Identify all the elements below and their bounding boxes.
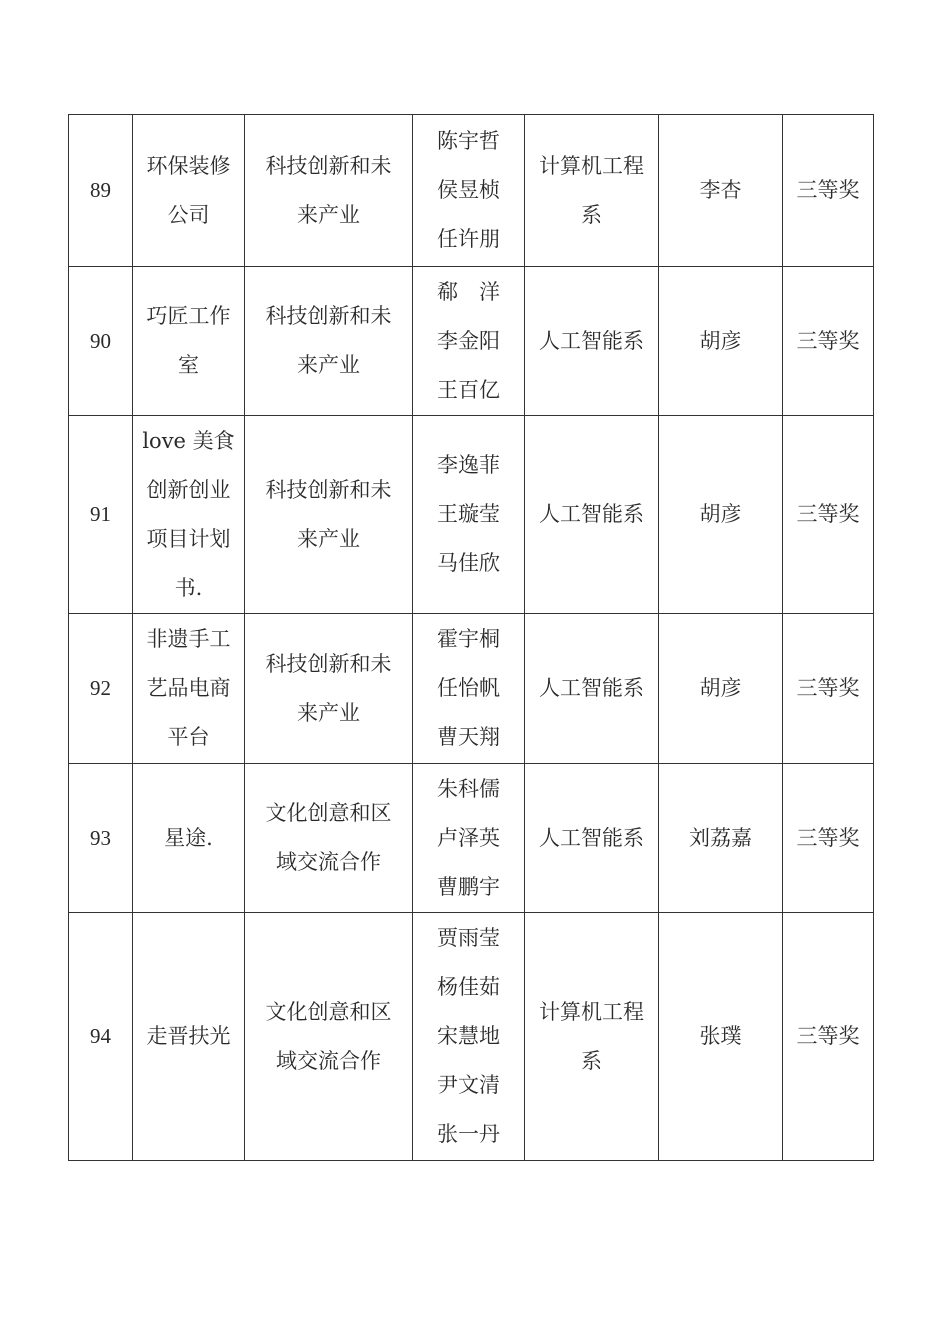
category: 文化创意和区 域交流合作 [245, 764, 413, 913]
team-members: 霍宇桐 任怡帆 曹天翔 [413, 614, 525, 764]
award-level: 三等奖 [783, 115, 874, 267]
award-level: 三等奖 [783, 913, 874, 1161]
team-members: 陈宇哲 侯昱桢 任许朋 [413, 115, 525, 267]
project-name: 星途. [133, 764, 245, 913]
row-number: 94 [69, 913, 133, 1161]
table-row [69, 764, 874, 913]
department: 计算机工程 系 [525, 115, 659, 267]
table-row [69, 416, 874, 614]
team-members: 郗 洋 李金阳 王百亿 [413, 267, 525, 416]
row-number: 89 [69, 115, 133, 267]
award-level: 三等奖 [783, 267, 874, 416]
row-number: 92 [69, 614, 133, 764]
team-members: 李逸菲 王璇莹 马佳欣 [413, 416, 525, 614]
project-name: 巧匠工作 室 [133, 267, 245, 416]
advisor: 胡彦 [659, 416, 783, 614]
department: 人工智能系 [525, 416, 659, 614]
row-number: 93 [69, 764, 133, 913]
category: 科技创新和未 来产业 [245, 115, 413, 267]
category: 科技创新和未 来产业 [245, 614, 413, 764]
team-members: 贾雨莹 杨佳茹 宋慧地 尹文清 张一丹 [413, 913, 525, 1161]
team-members: 朱科儒 卢泽英 曹鹏宇 [413, 764, 525, 913]
category: 科技创新和未 来产业 [245, 416, 413, 614]
project-name: love 美食 创新创业 项目计划 书. [133, 416, 245, 614]
department: 人工智能系 [525, 764, 659, 913]
advisor: 刘荔嘉 [659, 764, 783, 913]
category: 科技创新和未 来产业 [245, 267, 413, 416]
advisor: 李杏 [659, 115, 783, 267]
department: 计算机工程 系 [525, 913, 659, 1161]
award-level: 三等奖 [783, 416, 874, 614]
award-level: 三等奖 [783, 614, 874, 764]
table-row [69, 614, 874, 764]
awards-table [68, 114, 874, 1161]
project-name: 非遗手工 艺品电商 平台 [133, 614, 245, 764]
category: 文化创意和区 域交流合作 [245, 913, 413, 1161]
row-number: 90 [69, 267, 133, 416]
table-row [69, 267, 874, 416]
table-row [69, 913, 874, 1161]
advisor: 胡彦 [659, 614, 783, 764]
department: 人工智能系 [525, 267, 659, 416]
award-level: 三等奖 [783, 764, 874, 913]
project-name: 走晋扶光 [133, 913, 245, 1161]
table-row [69, 115, 874, 267]
row-number: 91 [69, 416, 133, 614]
project-name: 环保装修 公司 [133, 115, 245, 267]
department: 人工智能系 [525, 614, 659, 764]
advisor: 张璞 [659, 913, 783, 1161]
advisor: 胡彦 [659, 267, 783, 416]
